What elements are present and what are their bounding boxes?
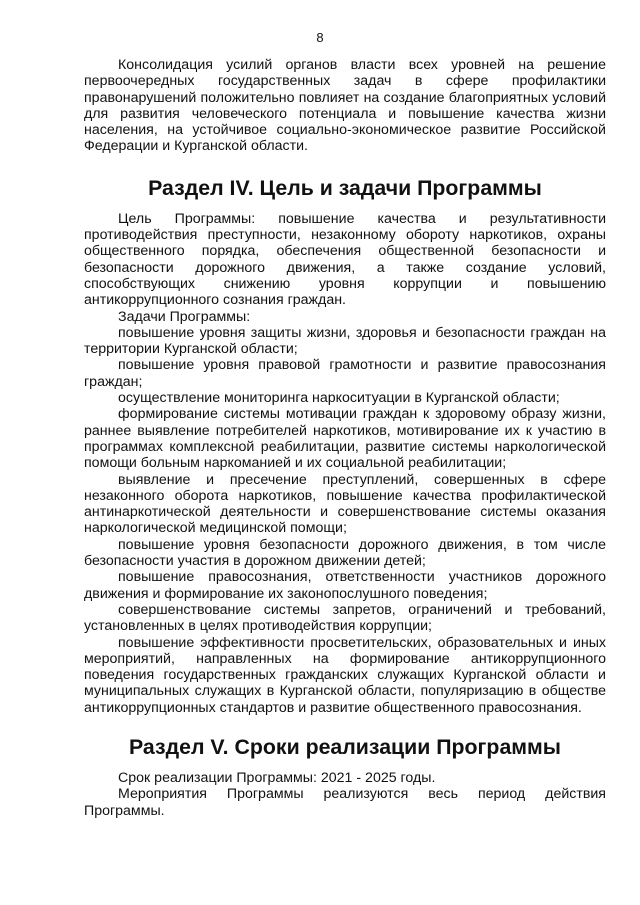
task-item: повышение эффективности просветительских, образовательных и иных мероприятий, направленных на формирование антикоррупционного поведения государственных гражданских служащих Курганской области и муниципальных служащих в Курганской области, популяризацию в обществе антикоррупционных стандартов и развитие общественного правосознания. [84,634,606,716]
program-term-paragraph: Срок реализации Программы: 2021 - 2025 годы. [118,769,436,786]
task-item: осуществление мониторинга наркоситуации в Курганской области; [118,390,560,407]
page-number: 8 [316,30,324,45]
program-goal-paragraph: Цель Программы: повышение качества и результативности противодействия преступности, незаконному обороту наркотиков, охраны общественного порядка, обеспечения общественной безопасности и безопасности дорожного движения, а также создание условий, способствующих снижению уровня коррупции и повышению антикоррупционного сознания граждан. [84,210,606,309]
program-period-paragraph: Мероприятия Программы реализуются весь период действия Программы. [84,786,606,819]
task-item: формирование системы мотивации граждан к здоровому образу жизни, раннее выявление потребителей наркотиков, мотивирование их к участию в программах комплексной реабилитации, развитие системы наркологической помощи больным наркоманией и их социальной реабилитации; [84,406,606,472]
section-5-heading: Раздел V. Сроки реализации Программы [129,734,561,759]
document-body [84,57,606,819]
task-item: повышение уровня правовой грамотности и развитие правосознания граждан; [84,357,606,390]
task-item: повышение уровня защиты жизни, здоровья и безопасности граждан на территории Курганской области; [84,324,606,358]
intro-paragraph: Консолидация усилий органов власти всех уровней на решение первоочередных государственных задач в сфере профилактики правонарушений положительно повлияет на создание благоприятных условий для развития человеческого потенциала и повышение качества жизни населения, на устойчивое социально-экономическое развитие Российской Федерации и Курганской области. [84,57,606,155]
task-item: выявление и пресечение преступлений, совершенных в сфере незаконного оборота наркотиков, повышение качества профилактической антинаркотической деятельности и совершенствование системы оказания наркологической медицинской помощи; [84,471,606,537]
section-4-heading: Раздел IV. Цель и задачи Программы [148,175,542,200]
tasks-label: Задачи Программы: [118,308,251,325]
task-item: совершенствование системы запретов, ограничений и требований, установленных в целях противодействия коррупции; [84,601,606,635]
task-item: повышение правосознания, ответственности участников дорожного движения и формирование их законопослушного поведения; [84,569,606,602]
task-item: повышение уровня безопасности дорожного движения, в том числе безопасности участия в дорожном движении детей; [84,536,606,570]
